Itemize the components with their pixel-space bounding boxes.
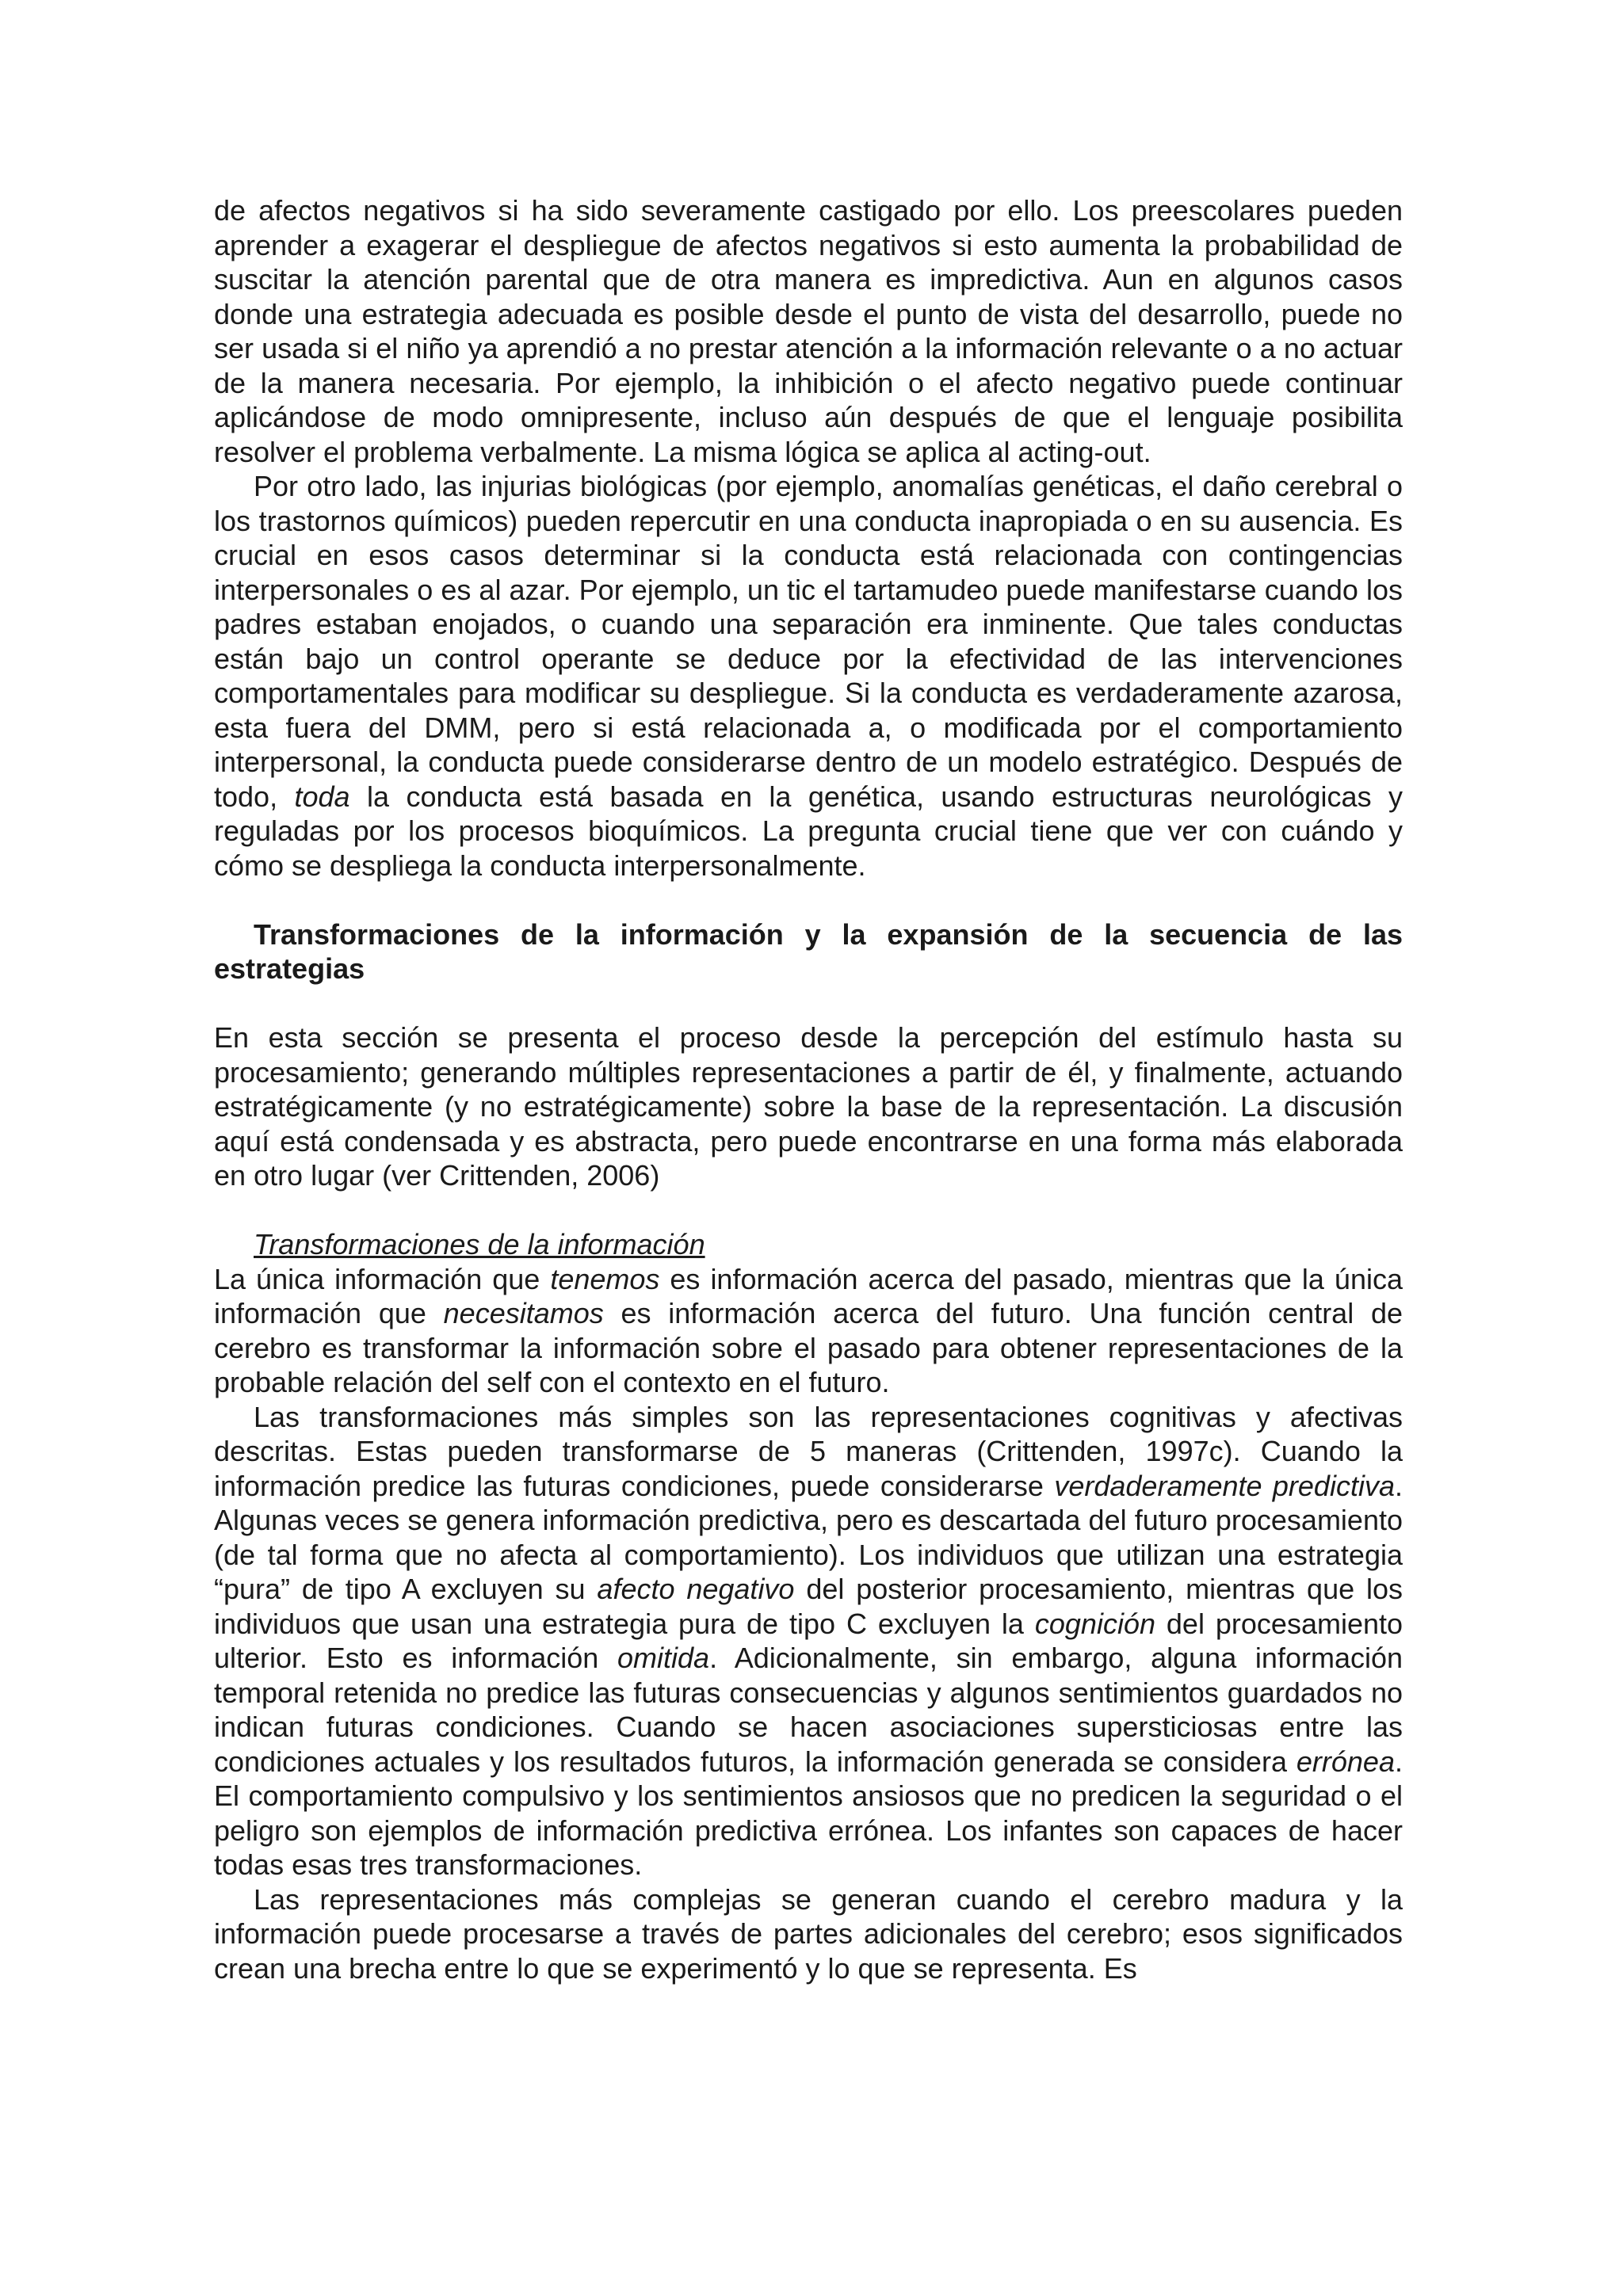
paragraph-negative-affect: de afectos negativos si ha sido severamente castigado por ello. Los preescolares pueden aprender a exagerar el despliegue de afectos negativos si esto aumenta la probabilidad de suscitar la atención parental que de otra manera es impredictiva. Aun en algunos casos donde una estrategia adecuada es posible desde el punto de vista del desarrollo, puede no ser usada si el niño ya aprendió a no prestar atención a la información relevante o a no actuar de la manera necesaria. Por ejemplo, la inhibición o el afecto negativo puede continuar aplicándose de modo omnipresente, incluso aún después de que el lenguaje posibilita resolver el problema verbalmente. La misma lógica se aplica al acting-out. [214, 194, 1403, 468]
paragraph-section-intro: En esta sección se presenta el proceso desde la percepción del estímulo hasta su procesamiento; generando múltiples representaciones a partir de él, y finalmente, actuando estratégicamente (y no estratégicamente) sobre la base de la representación. La discusión aquí está condensada y es abstracta, pero puede encontrarse en una forma más elaborada en otro lugar (ver Crittenden, 2006) [214, 1021, 1403, 1192]
emphasis-text: errónea [1296, 1745, 1395, 1778]
text-run: del procesamiento ulterior. Esto es información [214, 1607, 1403, 1674]
text-run: Por otro lado, las injurias biológicas (por ejemplo, anomalías genéticas, el daño cerebral o los trastornos químicos) pueden repercutir en una conducta inapropiada o en su ausencia. Es crucial en esos casos determinar si la conducta está relacionada con contingencias interpersonales o es al azar. Por ejemplo, un tic el tartamudeo puede manifestarse cuando los padres estaban enojados, o cuando una separación era inminente. Que tales conductas están bajo un control operante se deduce por la efectividad de las intervenciones comportamentales para modificar su despliegue. Si la conducta es verdaderamente azarosa, esta fuera del DMM, pero si está relacionada a, o modificada por el comportamiento interpersonal, la conducta puede considerarse dentro de un modelo estratégico. Después de todo, [214, 470, 1403, 813]
blank-line [214, 883, 1403, 917]
emphasis-text: toda [294, 780, 350, 813]
emphasis-text: omitida [617, 1642, 710, 1674]
paragraph-biological-injuries [214, 469, 1403, 883]
text-run: la conducta está basada en la genética, usando estructuras neurológicas y reguladas por los procesos bioquímicos. La pregunta crucial tiene que ver con cuándo y cómo se despliega la conducta interpersonalmente. [214, 780, 1403, 882]
text-run: La única información que [214, 1262, 551, 1295]
paragraph-complex-representations: Las representaciones más complejas se generan cuando el cerebro madura y la información puede procesarse a través de partes adicionales del cerebro; esos significados crean una brecha entre lo que se experimentó y lo que se representa. Es [214, 1882, 1403, 1985]
section-heading: Transformaciones de la información y la expansión de la secuencia de las estrategias [214, 917, 1403, 985]
subsection-heading: Transformaciones de la información [254, 1228, 705, 1261]
emphasis-text: verdaderamente predictiva [1054, 1469, 1395, 1502]
text-run: del posterior procesamiento, mientras que los individuos que usan una estrategia pura de tipo C excluyen la [214, 1573, 1403, 1640]
emphasis-text: tenemos [550, 1262, 660, 1295]
document-page [214, 193, 1403, 1985]
emphasis-text: necesitamos [443, 1297, 604, 1329]
text-run: es información acerca del pasado, mientras que la única información que [214, 1262, 1403, 1329]
blank-line [214, 1193, 1403, 1228]
paragraph-past-future-information [214, 1262, 1403, 1400]
emphasis-text: cognición [1034, 1607, 1155, 1640]
text-run: . El comportamiento compulsivo y los sentimientos ansiosos que no predicen la seguridad o el peligro son ejemplos de información predictiva errónea. Los infantes son capaces de hacer todas esas tres transformaciones. [214, 1745, 1403, 1881]
emphasis-text: afecto negativo [597, 1573, 795, 1605]
blank-line [214, 986, 1403, 1021]
text-run: . Algunas veces se genera información predictiva, pero es descartada del futuro procesamiento (de tal forma que no afecta al comportamiento). Los individuos que utilizan una estrategia “pura” de tipo A excluyen su [214, 1469, 1403, 1605]
text-run: es información acerca del futuro. Una función central de cerebro es transformar la información sobre el pasado para obtener representaciones de la probable relación del self con el contexto en el futuro. [214, 1297, 1403, 1398]
text-run: Las transformaciones más simples son las representaciones cognitivas y afectivas descritas. Estas pueden transformarse de 5 maneras (Crittenden, 1997c). Cuando la información predice las futuras condiciones, puede considerarse [214, 1400, 1403, 1502]
paragraph-simple-transformations [214, 1400, 1403, 1882]
text-run: . Adicionalmente, sin embargo, alguna información temporal retenida no predice las futuras consecuencias y algunos sentimientos guardados no indican futuras condiciones. Cuando se hacen asociaciones supersticiosas entre las condiciones actuales y los resultados futuros, la información generada se considera [214, 1642, 1403, 1778]
